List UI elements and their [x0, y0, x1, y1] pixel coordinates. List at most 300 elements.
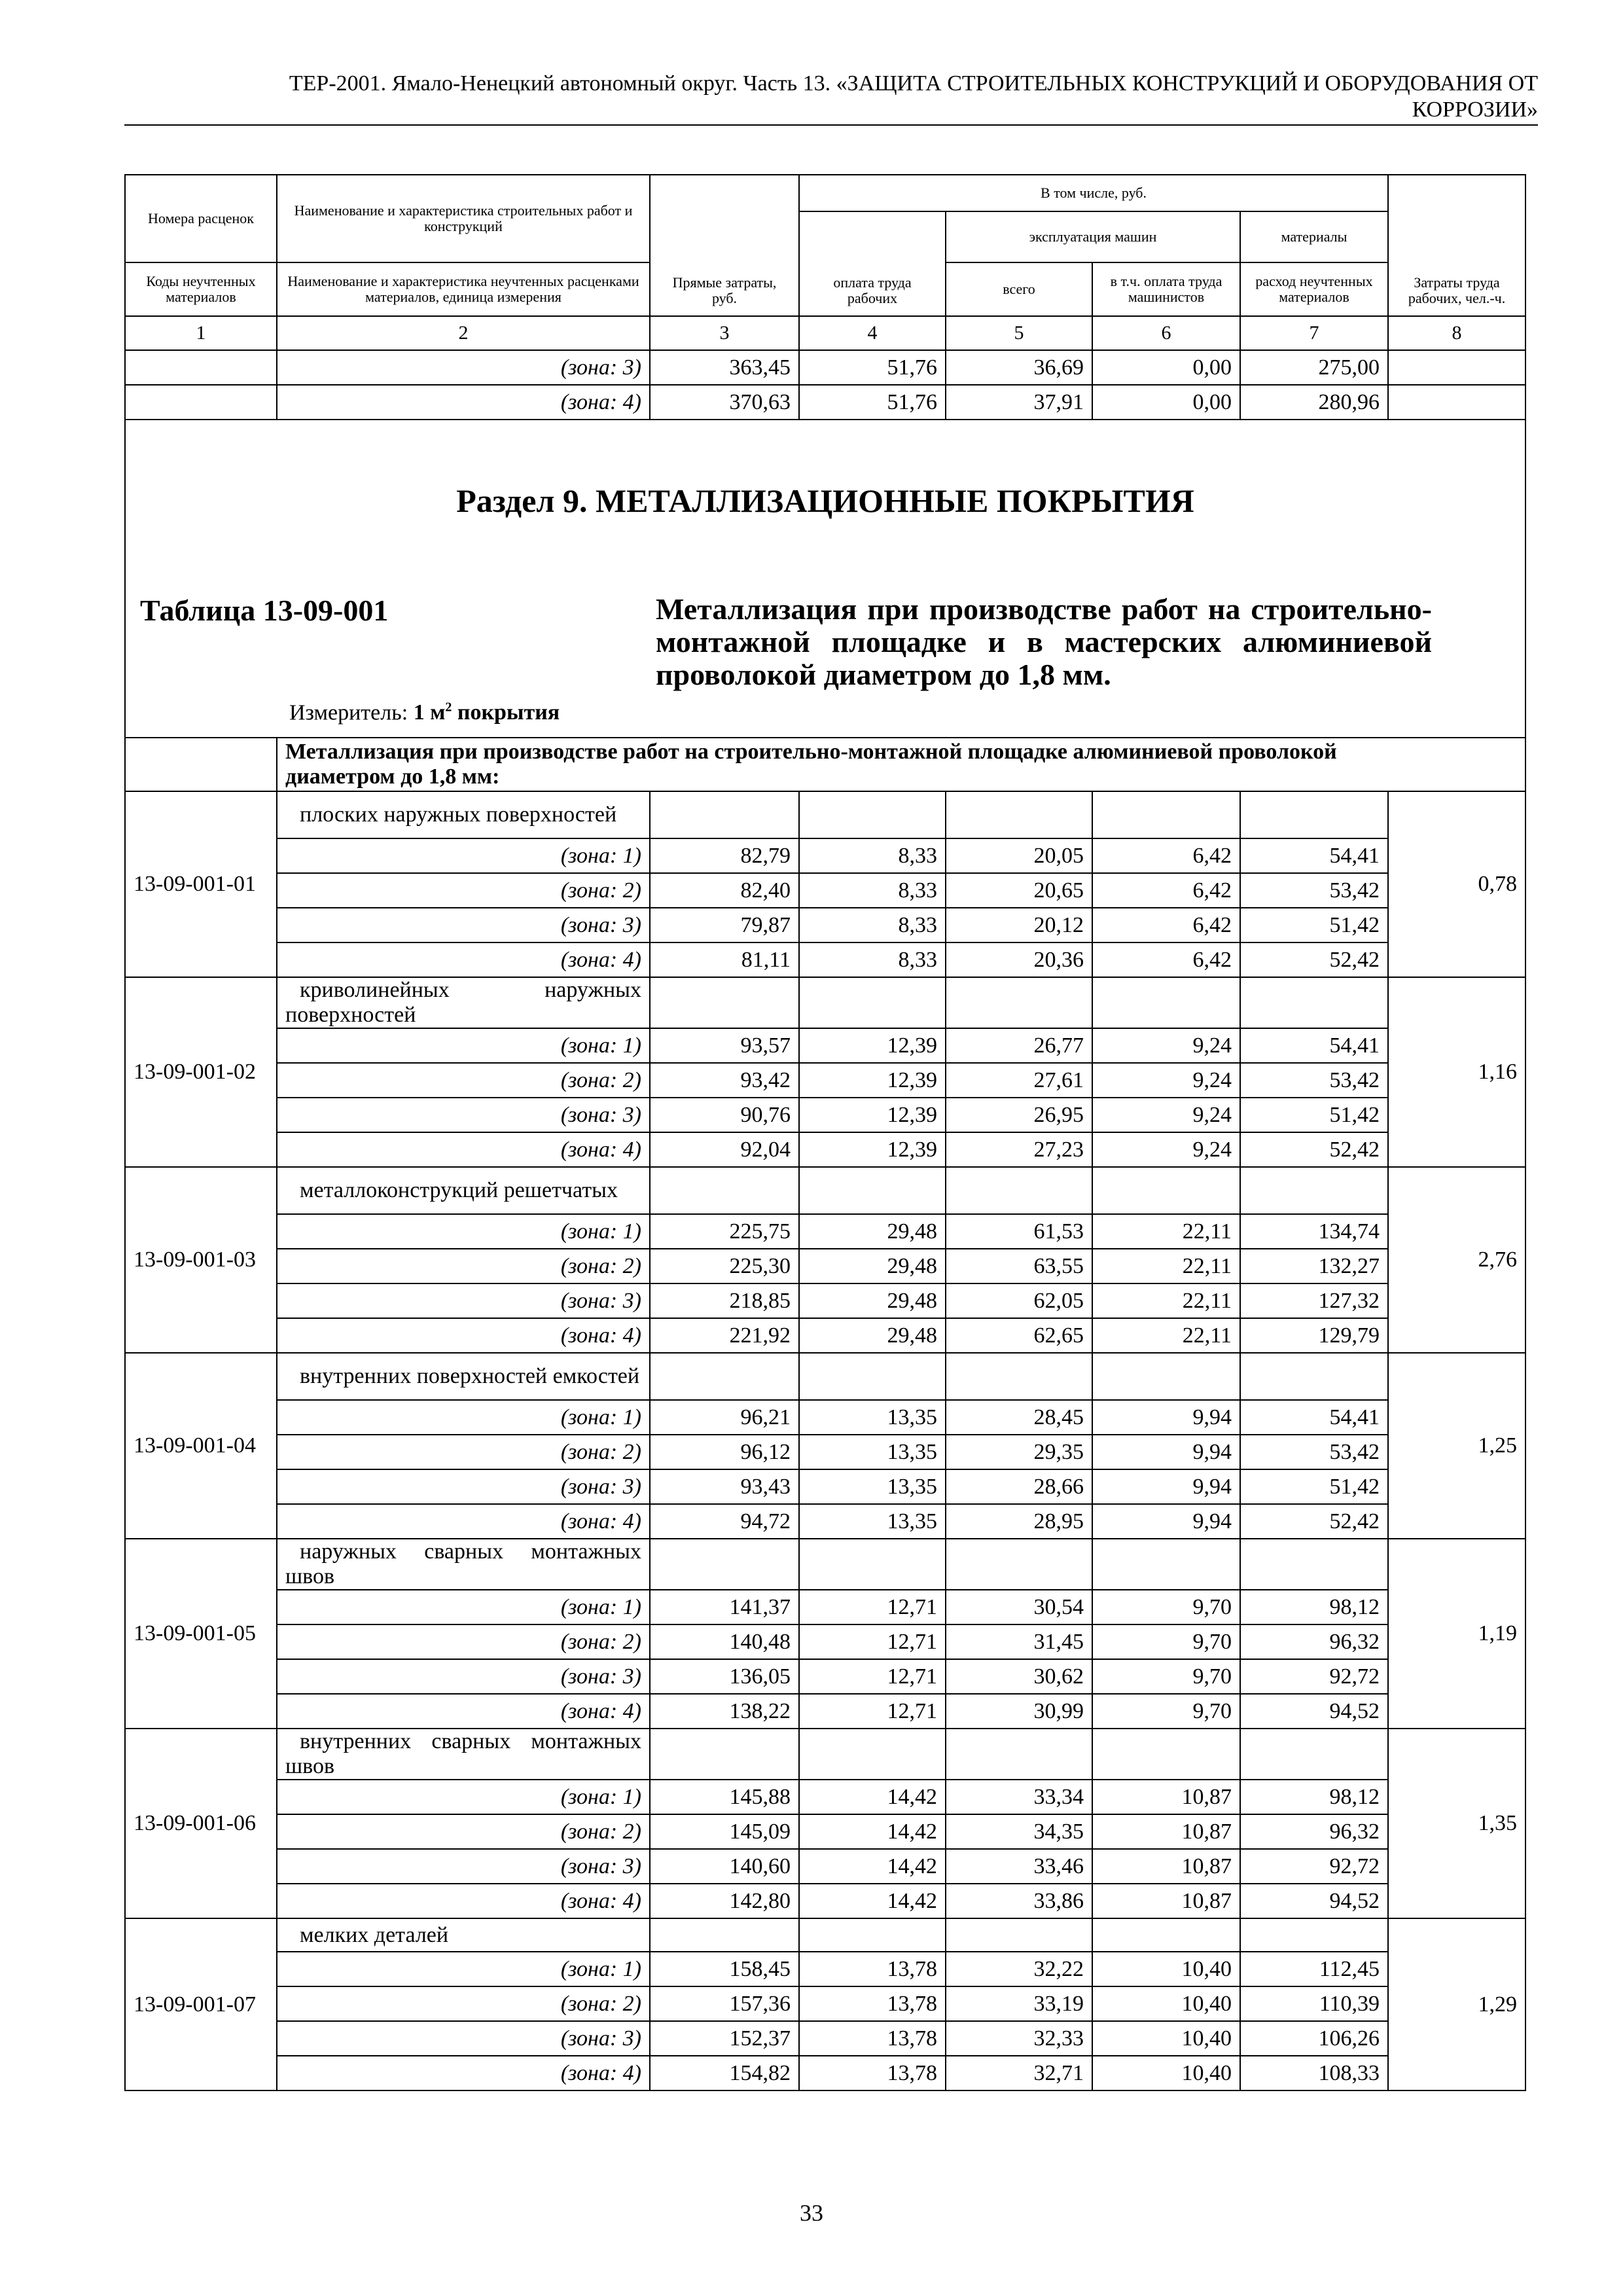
empty-cell	[1092, 1167, 1240, 1214]
zone-label: (зона: 2)	[277, 1986, 650, 2021]
rate-item-row	[125, 1918, 1525, 1952]
zone-label: (зона: 3)	[277, 1098, 650, 1132]
hdr-materials: материалы	[1240, 211, 1388, 262]
empty-cell	[799, 1167, 946, 1214]
value-cell: 34,35	[946, 1814, 1092, 1849]
zone-label: (зона: 1)	[277, 1590, 650, 1624]
empty-cell	[650, 1353, 799, 1400]
table-row	[125, 1400, 1525, 1435]
value-cell: 54,41	[1240, 1028, 1388, 1063]
value-cell: 27,61	[946, 1063, 1092, 1098]
value-cell: 33,19	[946, 1986, 1092, 2021]
empty-cell	[946, 1167, 1092, 1214]
value-cell: 13,78	[799, 1952, 946, 1986]
zone-label: (зона: 1)	[277, 1214, 650, 1249]
value-cell: 129,79	[1240, 1318, 1388, 1353]
empty-cell	[1240, 977, 1388, 1028]
rate-description	[277, 1167, 650, 1214]
rate-name: металлоконструкций решетчатых	[300, 1178, 618, 1202]
subheading-row	[125, 738, 1525, 791]
value-cell: 112,45	[1240, 1952, 1388, 1986]
value-cell: 20,65	[946, 873, 1092, 908]
table-label: Таблица 13-09-001	[140, 594, 389, 627]
value-cell: 92,72	[1240, 1849, 1388, 1884]
zone-label: (зона: 3)	[277, 908, 650, 942]
empty-cell	[650, 791, 799, 838]
col-number: 8	[1388, 316, 1525, 350]
zone-label: (зона: 1)	[277, 1952, 650, 1986]
value-cell: 9,24	[1092, 1063, 1240, 1098]
empty-cell	[1240, 1918, 1388, 1952]
table-row	[125, 1318, 1525, 1353]
rate-description	[277, 977, 650, 1028]
value-cell: 29,48	[799, 1249, 946, 1283]
zone-label: (зона: 4)	[277, 2056, 650, 2090]
value-cell: 61,53	[946, 1214, 1092, 1249]
col-number: 5	[946, 316, 1092, 350]
value-cell: 20,36	[946, 942, 1092, 977]
value-cell: 8,33	[799, 838, 946, 873]
value-cell: 9,70	[1092, 1694, 1240, 1729]
empty-cell	[650, 1729, 799, 1780]
value-cell: 53,42	[1240, 1435, 1388, 1469]
rate-code: 13-09-001-01	[125, 791, 277, 977]
zone-label: (зона: 4)	[277, 1504, 650, 1539]
table-row	[125, 1435, 1525, 1469]
value-cell: 9,94	[1092, 1400, 1240, 1435]
section-title: Раздел 9. МЕТАЛЛИЗАЦИОННЫЕ ПОКРЫТИЯ	[456, 482, 1194, 519]
empty-cell	[1388, 385, 1525, 420]
value-cell: 29,48	[799, 1214, 946, 1249]
value-cell: 157,36	[650, 1986, 799, 2021]
value-cell: 158,45	[650, 1952, 799, 1986]
value-cell: 30,62	[946, 1659, 1092, 1694]
value-cell: 22,11	[1092, 1214, 1240, 1249]
empty-cell	[1092, 1729, 1240, 1780]
unit-superscript: 2	[445, 700, 452, 715]
empty-cell	[946, 791, 1092, 838]
header-line-1: ТЕР-2001. Ямало-Ненецкий автономный округ. Часть 13. «ЗАЩИТА СТРОИТЕЛЬНЫХ КОНСТРУКЦИЙ И ОБОРУДОВАНИЯ ОТ	[289, 71, 1538, 96]
value-cell: 22,11	[1092, 1318, 1240, 1353]
value-cell: 8,33	[799, 942, 946, 977]
subheading: Металлизация при производстве работ на строительно-монтажной площадке алюминиевой проволокой диаметром до 1,8 мм:	[277, 738, 1525, 791]
hdr-col1-top: Номера расценок	[125, 175, 277, 262]
labor-cost: 0,78	[1388, 791, 1525, 977]
zone-label: (зона: 4)	[277, 1132, 650, 1167]
value-cell: 33,86	[946, 1884, 1092, 1918]
value-cell: 10,87	[1092, 1780, 1240, 1814]
hdr-labor-costs: Затраты труда рабочих, чел.-ч.	[1388, 175, 1525, 316]
value-cell: 8,33	[799, 908, 946, 942]
value-cell: 138,22	[650, 1694, 799, 1729]
value-cell: 14,42	[799, 1884, 946, 1918]
rate-item-row	[125, 977, 1525, 1028]
value-cell: 94,52	[1240, 1694, 1388, 1729]
column-numbers-row	[125, 316, 1525, 350]
value-cell: 32,71	[946, 2056, 1092, 2090]
rate-item-row	[125, 1729, 1525, 1780]
value-cell: 10,87	[1092, 1884, 1240, 1918]
value-cell: 106,26	[1240, 2021, 1388, 2056]
hdr-material-usage: расход неучтенных материалов	[1240, 262, 1388, 316]
value-cell: 29,35	[946, 1435, 1092, 1469]
table-row	[125, 838, 1525, 873]
value-cell: 82,40	[650, 873, 799, 908]
value-cell: 20,12	[946, 908, 1092, 942]
value-cell: 28,66	[946, 1469, 1092, 1504]
value-cell: 94,72	[650, 1504, 799, 1539]
value-cell: 6,42	[1092, 838, 1240, 873]
value-cell: 79,87	[650, 908, 799, 942]
empty-cell	[946, 1918, 1092, 1952]
empty-cell	[946, 1539, 1092, 1590]
value-cell: 36,69	[946, 350, 1092, 385]
value-cell: 54,41	[1240, 838, 1388, 873]
rate-code: 13-09-001-05	[125, 1539, 277, 1729]
empty-cell	[1240, 1539, 1388, 1590]
value-cell: 14,42	[799, 1780, 946, 1814]
value-cell: 37,91	[946, 385, 1092, 420]
value-cell: 33,46	[946, 1849, 1092, 1884]
value-cell: 13,78	[799, 2021, 946, 2056]
hdr-machines-total: всего	[946, 262, 1092, 316]
empty-cell	[1092, 1539, 1240, 1590]
value-cell: 62,05	[946, 1283, 1092, 1318]
value-cell: 108,33	[1240, 2056, 1388, 2090]
zone-label: (зона: 1)	[277, 1780, 650, 1814]
value-cell: 92,72	[1240, 1659, 1388, 1694]
table-row	[125, 2021, 1525, 2056]
header-line-2: КОРРОЗИИ»	[1412, 98, 1538, 122]
empty-cell	[799, 791, 946, 838]
value-cell: 225,30	[650, 1249, 799, 1283]
zone-label: (зона: 3)	[277, 350, 650, 385]
empty-cell	[946, 977, 1092, 1028]
value-cell: 14,42	[799, 1849, 946, 1884]
value-cell: 12,71	[799, 1624, 946, 1659]
section-block	[125, 420, 1525, 738]
value-cell: 140,48	[650, 1624, 799, 1659]
value-cell: 22,11	[1092, 1249, 1240, 1283]
table-row	[125, 1986, 1525, 2021]
value-cell: 132,27	[1240, 1249, 1388, 1283]
zone-label: (зона: 3)	[277, 1283, 650, 1318]
labor-cost: 2,76	[1388, 1167, 1525, 1353]
table-row	[125, 1884, 1525, 1918]
table-row	[125, 1063, 1525, 1098]
col-number: 6	[1092, 316, 1240, 350]
value-cell: 9,94	[1092, 1435, 1240, 1469]
value-cell: 13,35	[799, 1469, 946, 1504]
value-cell: 53,42	[1240, 1063, 1388, 1098]
header-rule	[124, 124, 1538, 126]
value-cell: 6,42	[1092, 908, 1240, 942]
col-number: 2	[277, 316, 650, 350]
value-cell: 14,42	[799, 1814, 946, 1849]
value-cell: 92,04	[650, 1132, 799, 1167]
value-cell: 12,39	[799, 1028, 946, 1063]
empty-cell	[1092, 977, 1240, 1028]
rate-name: плоских наружных поверхностей	[300, 802, 617, 827]
table-row	[125, 385, 1525, 420]
value-cell: 30,99	[946, 1694, 1092, 1729]
table-title: Металлизация при производстве работ на строительно-монтажной площадке и в мастерских алюминиевой проволокой диаметром до 1,8 мм.	[656, 592, 1432, 691]
table-row	[125, 1694, 1525, 1729]
empty-cell	[799, 1353, 946, 1400]
table-row	[125, 1624, 1525, 1659]
value-cell: 221,92	[650, 1318, 799, 1353]
zone-label: (зона: 4)	[277, 942, 650, 977]
empty-cell	[125, 350, 277, 385]
value-cell: 142,80	[650, 1884, 799, 1918]
empty-cell	[1240, 1729, 1388, 1780]
value-cell: 12,39	[799, 1098, 946, 1132]
table-row	[125, 1132, 1525, 1167]
value-cell: 0,00	[1092, 350, 1240, 385]
value-cell: 145,88	[650, 1780, 799, 1814]
rate-description	[277, 1539, 650, 1590]
hdr-material-codes: Коды неучтенных материалов	[125, 262, 277, 316]
table-row	[125, 1283, 1525, 1318]
value-cell: 127,32	[1240, 1283, 1388, 1318]
hdr-col2-top: Наименование и характеристика строительных работ и конструкций	[277, 175, 650, 262]
value-cell: 12,71	[799, 1590, 946, 1624]
rate-code: 13-09-001-02	[125, 977, 277, 1167]
table-row	[125, 2056, 1525, 2090]
zone-label: (зона: 1)	[277, 838, 650, 873]
value-cell: 51,76	[799, 350, 946, 385]
table-row	[125, 908, 1525, 942]
value-cell: 28,95	[946, 1504, 1092, 1539]
value-cell: 32,33	[946, 2021, 1092, 2056]
value-cell: 13,35	[799, 1400, 946, 1435]
empty-cell	[650, 1167, 799, 1214]
table-row	[125, 350, 1525, 385]
value-cell: 141,37	[650, 1590, 799, 1624]
value-cell: 51,42	[1240, 1098, 1388, 1132]
value-cell: 26,95	[946, 1098, 1092, 1132]
table-row	[125, 1849, 1525, 1884]
value-cell: 280,96	[1240, 385, 1388, 420]
rate-name: криволинейных наружных поверхностей	[285, 978, 641, 1027]
value-cell: 52,42	[1240, 1132, 1388, 1167]
zone-label: (зона: 2)	[277, 1624, 650, 1659]
value-cell: 93,57	[650, 1028, 799, 1063]
value-cell: 32,22	[946, 1952, 1092, 1986]
value-cell: 12,39	[799, 1132, 946, 1167]
col-number: 1	[125, 316, 277, 350]
value-cell: 12,39	[799, 1063, 946, 1098]
value-cell: 6,42	[1092, 942, 1240, 977]
value-cell: 51,42	[1240, 908, 1388, 942]
empty-cell	[1092, 1918, 1240, 1952]
zone-label: (зона: 3)	[277, 1469, 650, 1504]
value-cell: 10,40	[1092, 1952, 1240, 1986]
table-row	[125, 1469, 1525, 1504]
value-cell: 96,32	[1240, 1814, 1388, 1849]
labor-cost: 1,19	[1388, 1539, 1525, 1729]
rate-description	[277, 1729, 650, 1780]
value-cell: 8,33	[799, 873, 946, 908]
value-cell: 0,00	[1092, 385, 1240, 420]
value-cell: 90,76	[650, 1098, 799, 1132]
value-cell: 145,09	[650, 1814, 799, 1849]
zone-label: (зона: 4)	[277, 385, 650, 420]
value-cell: 6,42	[1092, 873, 1240, 908]
rate-description	[277, 1918, 650, 1952]
zone-label: (зона: 1)	[277, 1028, 650, 1063]
unit-suffix: покрытия	[452, 700, 560, 725]
table-row	[125, 1504, 1525, 1539]
empty-cell	[1240, 791, 1388, 838]
value-cell: 10,40	[1092, 2021, 1240, 2056]
value-cell: 9,94	[1092, 1504, 1240, 1539]
labor-cost: 1,35	[1388, 1729, 1525, 1918]
value-cell: 82,79	[650, 838, 799, 873]
zone-label: (зона: 4)	[277, 1694, 650, 1729]
value-cell: 96,12	[650, 1435, 799, 1469]
value-cell: 20,05	[946, 838, 1092, 873]
table-row	[125, 1249, 1525, 1283]
value-cell: 10,40	[1092, 1986, 1240, 2021]
rate-description	[277, 791, 650, 838]
value-cell: 33,34	[946, 1780, 1092, 1814]
col-number: 7	[1240, 316, 1388, 350]
value-cell: 12,71	[799, 1659, 946, 1694]
rate-description	[277, 1353, 650, 1400]
empty-cell	[650, 1918, 799, 1952]
table-row	[125, 1098, 1525, 1132]
page-number: 33	[800, 2200, 823, 2226]
rate-code: 13-09-001-04	[125, 1353, 277, 1539]
value-cell: 9,70	[1092, 1624, 1240, 1659]
hdr-material-names: Наименование и характеристика неучтенных расценками материалов, единица измерения	[277, 262, 650, 316]
zone-label: (зона: 2)	[277, 1435, 650, 1469]
value-cell: 52,42	[1240, 1504, 1388, 1539]
value-cell: 29,48	[799, 1318, 946, 1353]
value-cell: 31,45	[946, 1624, 1092, 1659]
value-cell: 136,05	[650, 1659, 799, 1694]
empty-cell	[1092, 1353, 1240, 1400]
value-cell: 134,74	[1240, 1214, 1388, 1249]
empty-cell	[946, 1729, 1092, 1780]
labor-cost: 1,25	[1388, 1353, 1525, 1539]
table-row	[125, 942, 1525, 977]
rate-item-row	[125, 1167, 1525, 1214]
value-cell: 27,23	[946, 1132, 1092, 1167]
empty-cell	[946, 1353, 1092, 1400]
value-cell: 10,87	[1092, 1849, 1240, 1884]
hdr-direct-costs: Прямые затраты, руб.	[650, 175, 799, 316]
value-cell: 13,35	[799, 1435, 946, 1469]
value-cell: 98,12	[1240, 1780, 1388, 1814]
table-row	[125, 1952, 1525, 1986]
zone-label: (зона: 3)	[277, 1849, 650, 1884]
table-row	[125, 1028, 1525, 1063]
hdr-operator-pay: в т.ч. оплата труда машинистов	[1092, 262, 1240, 316]
value-cell: 28,45	[946, 1400, 1092, 1435]
zone-label: (зона: 3)	[277, 2021, 650, 2056]
zone-label: (зона: 4)	[277, 1884, 650, 1918]
rate-name: внутренних поверхностей емкостей	[300, 1364, 640, 1388]
empty-cell	[799, 1918, 946, 1952]
rate-name: наружных сварных монтажных швов	[285, 1539, 641, 1588]
empty-cell	[799, 977, 946, 1028]
value-cell: 10,40	[1092, 2056, 1240, 2090]
value-cell: 12,71	[799, 1694, 946, 1729]
value-cell: 26,77	[946, 1028, 1092, 1063]
hdr-machines: эксплуатация машин	[946, 211, 1240, 262]
table-row	[125, 1780, 1525, 1814]
value-cell: 154,82	[650, 2056, 799, 2090]
empty-cell	[1388, 350, 1525, 385]
zone-label: (зона: 4)	[277, 1318, 650, 1353]
empty-cell	[650, 1539, 799, 1590]
hdr-worker-pay: оплата труда рабочих	[799, 211, 946, 316]
empty-cell	[125, 385, 277, 420]
table-row	[125, 1590, 1525, 1624]
value-cell: 9,24	[1092, 1028, 1240, 1063]
value-cell: 140,60	[650, 1849, 799, 1884]
rate-code: 13-09-001-07	[125, 1918, 277, 2090]
labor-cost: 1,16	[1388, 977, 1525, 1167]
value-cell: 9,70	[1092, 1590, 1240, 1624]
value-cell: 275,00	[1240, 350, 1388, 385]
empty-cell	[125, 738, 277, 791]
labor-cost: 1,29	[1388, 1918, 1525, 2090]
empty-cell	[799, 1729, 946, 1780]
empty-cell	[1240, 1353, 1388, 1400]
rate-item-row	[125, 1539, 1525, 1590]
section-block-row	[125, 420, 1525, 738]
rate-code: 13-09-001-06	[125, 1729, 277, 1918]
value-cell: 9,24	[1092, 1098, 1240, 1132]
rate-code: 13-09-001-03	[125, 1167, 277, 1353]
empty-cell	[650, 977, 799, 1028]
zone-label: (зона: 2)	[277, 873, 650, 908]
zone-label: (зона: 2)	[277, 1249, 650, 1283]
value-cell: 52,42	[1240, 942, 1388, 977]
hdr-in-total: В том числе, руб.	[799, 175, 1388, 211]
col-number: 4	[799, 316, 946, 350]
value-cell: 96,21	[650, 1400, 799, 1435]
value-cell: 54,41	[1240, 1400, 1388, 1435]
table-row	[125, 1659, 1525, 1694]
unit-value: 1 м	[413, 700, 446, 725]
value-cell: 110,39	[1240, 1986, 1388, 2021]
value-cell: 370,63	[650, 385, 799, 420]
value-cell: 13,78	[799, 2056, 946, 2090]
value-cell: 93,42	[650, 1063, 799, 1098]
rate-name: внутренних сварных монтажных швов	[285, 1729, 641, 1778]
rate-item-row	[125, 791, 1525, 838]
value-cell: 62,65	[946, 1318, 1092, 1353]
value-cell: 218,85	[650, 1283, 799, 1318]
value-cell: 51,76	[799, 385, 946, 420]
value-cell: 96,32	[1240, 1624, 1388, 1659]
zone-label: (зона: 3)	[277, 1659, 650, 1694]
unit-of-measure	[289, 700, 560, 725]
value-cell: 63,55	[946, 1249, 1092, 1283]
value-cell: 363,45	[650, 350, 799, 385]
value-cell: 225,75	[650, 1214, 799, 1249]
value-cell: 22,11	[1092, 1283, 1240, 1318]
value-cell: 81,11	[650, 942, 799, 977]
zone-label: (зона: 2)	[277, 1063, 650, 1098]
rate-name: мелких деталей	[300, 1922, 449, 1947]
value-cell: 9,94	[1092, 1469, 1240, 1504]
zone-label: (зона: 1)	[277, 1400, 650, 1435]
